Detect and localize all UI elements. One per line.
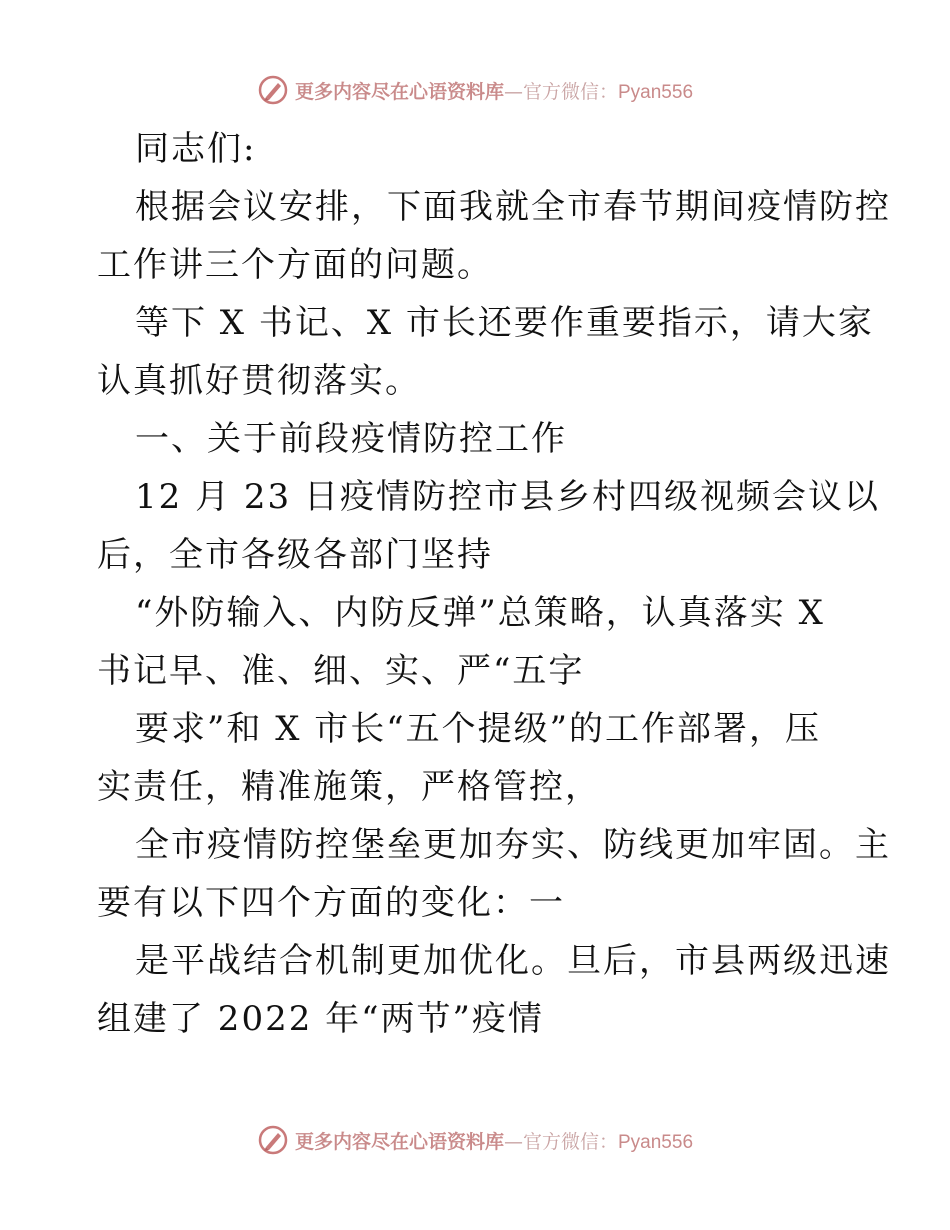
watermark-main-text: 更多内容尽在心语资料库 xyxy=(294,1130,504,1153)
document-body xyxy=(97,120,891,1048)
text-line: 一、关于前段疫情防控工作 xyxy=(135,419,567,459)
watermark-wechat-id: Pyan556 xyxy=(618,1131,694,1153)
watermark-text xyxy=(295,1127,693,1154)
text-line: 组建了 2022 年“两节”疫情 xyxy=(97,999,544,1039)
text-line: 等下 X 书记、X 市长还要作重要指示，请大家 xyxy=(135,303,874,343)
text-line: 书记早、准、细、实、严“五字 xyxy=(97,651,585,691)
text-line: 同志们: xyxy=(135,129,257,169)
text-line: 工作讲三个方面的问题。 xyxy=(97,245,493,285)
footer-watermark xyxy=(0,1120,950,1160)
text-line: 是平战结合机制更加优化。旦后，市县两级迅速 xyxy=(135,941,891,981)
header-watermark xyxy=(0,70,950,110)
text-line: 根据会议安排，下面我就全市春节期间疫情防控 xyxy=(135,187,891,227)
pen-logo-icon xyxy=(257,1124,289,1156)
text-line: 要有以下四个方面的变化：一 xyxy=(97,883,565,923)
watermark-main-text: 更多内容尽在心语资料库 xyxy=(294,80,504,103)
watermark-wechat-label: 官方微信： xyxy=(522,1130,618,1153)
watermark-group xyxy=(257,74,693,106)
watermark-group xyxy=(257,1124,693,1156)
watermark-wechat-id: Pyan556 xyxy=(618,81,694,103)
text-line: 后，全市各级各部门坚持 xyxy=(97,535,493,575)
pen-logo-icon xyxy=(257,74,289,106)
watermark-separator: — xyxy=(503,80,523,103)
text-line: “外防输入、内防反弹”总策略，认真落实 X xyxy=(135,593,825,633)
text-line: 12 月 23 日疫情防控市县乡村四级视频会议以 xyxy=(135,477,880,517)
text-line: 认真抓好贯彻落实。 xyxy=(97,361,421,401)
watermark-separator: — xyxy=(503,1130,523,1153)
text-line: 要求”和 X 市长“五个提级”的工作部署，压 xyxy=(135,709,821,749)
text-line: 全市疫情防控堡垒更加夯实、防线更加牢固。主 xyxy=(135,825,891,865)
watermark-text xyxy=(295,77,693,104)
text-line: 实责任，精准施策，严格管控， xyxy=(97,767,601,807)
watermark-wechat-label: 官方微信： xyxy=(522,80,618,103)
